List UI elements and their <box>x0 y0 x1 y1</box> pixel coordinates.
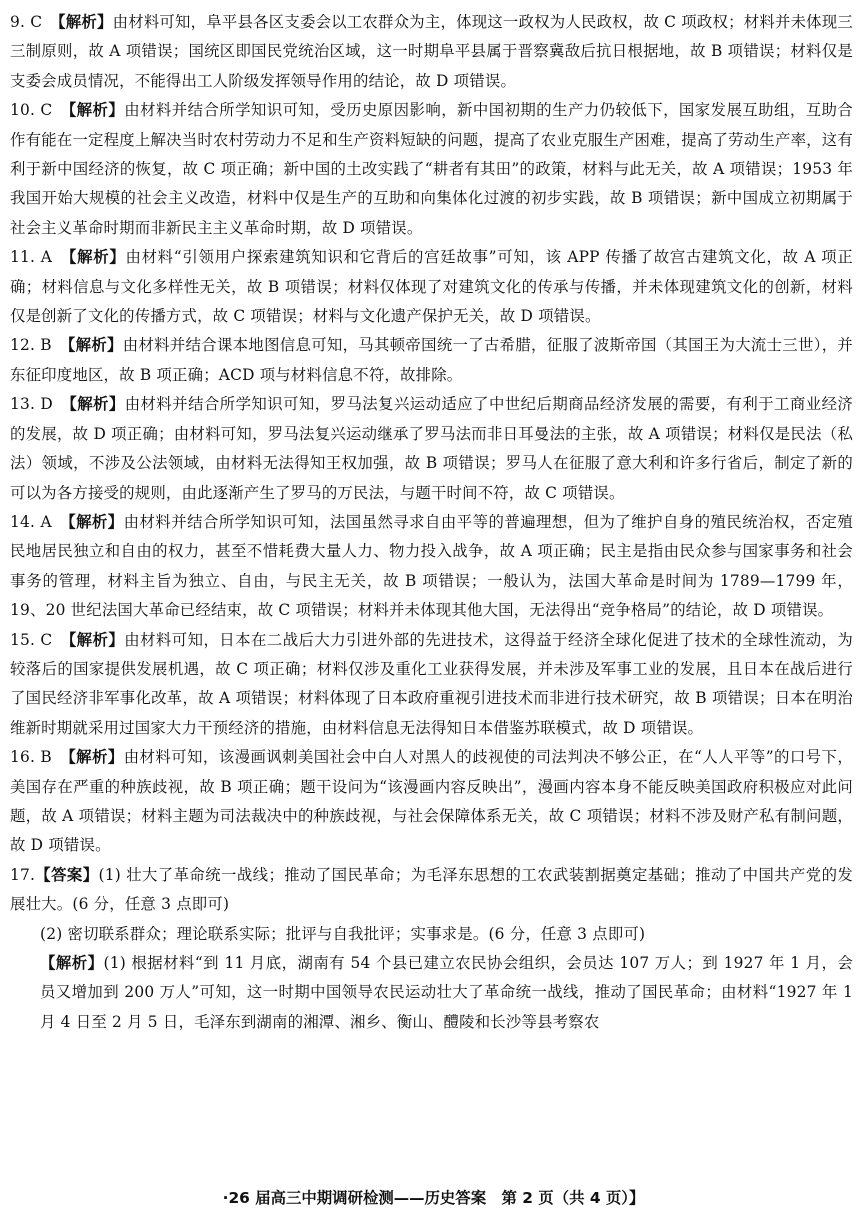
answer-item-17 <box>10 861 853 920</box>
analysis-text: 由材料可知，阜平县各区支委会以工农群众为主，体现这一政权为人民政权，故 C 项政权；材料并未体现三三制原则，故 A 项错误；国统区即国民党统治区域，这一时期阜平县属于晋察冀敌后抗日根据地，故 B 项错误；材料仅是支委会成员情况，不能得出工人阶级发挥领导作用的结论，故 D 项错误。 <box>10 13 853 90</box>
item-number: 14. A <box>10 512 52 531</box>
item-number: 17. <box>10 865 36 884</box>
answer-list <box>10 8 853 861</box>
item-number: 13. D <box>10 395 53 414</box>
answer-item-17-part2 <box>10 920 853 949</box>
answer-item-12 <box>10 331 853 390</box>
analysis-tag: 【解析】 <box>67 512 124 531</box>
answer-item-10 <box>10 96 853 243</box>
answer-item-17-analysis <box>10 949 853 1037</box>
analysis-tag: 【解析】 <box>40 954 104 972</box>
item-number: 12. B <box>10 336 52 355</box>
analysis-text: (1) 根据材料“到 11 月底，湖南有 54 个县已建立农民协会组织，会员达 107 万人；到 1927 年 1 月，会员又增加到 200 万人”可知，这一时期中国领导农民运动壮大了革命统一战线，推动了国民革命；由材料“1927 年 1 月 4 日至 2 月 5 日，毛泽东到湖南的湘潭、湘乡、衡山、醴陵和长沙等县考察农 <box>40 954 853 1031</box>
answer-item-14 <box>10 508 853 626</box>
answer-item-15 <box>10 626 853 744</box>
analysis-text: 由材料并结合所学知识可知，受历史原因影响，新中国初期的生产力仍较低下，国家发展互助组，互助合作有能在一定程度上解决当时农村劳动力不足和生产资料短缺的问题，提高了农业克服生产困难，提高了劳动生产率，这有利于新中国经济的恢复，故 C 项正确；新中国的土改实践了“耕者有其田”的政策，材料与此无关，故 A 项错误；1953 年我国开始大规模的社会主义改造，材料中仅是生产的互助和向集体化过渡的初步实践，故 B 项错误；新中国成立初期属于社会主义革命时期而非新民主主义革命时期，故 D 项错误。 <box>10 101 853 237</box>
analysis-text: 由材料并结合所学知识可知，罗马法复兴运动适应了中世纪后期商品经济发展的需要，有利于工商业经济的发展，故 D 项正确；由材料可知，罗马法复兴运动继承了罗马法而非日耳曼法的主张，故 A 项错误；材料仅是民法（私法）领域，不涉及公法领域，由材料无法得知王权加强，故 B 项错误；罗马人在征服了意大利和许多行省后，制定了新的可以为各方接受的规则，由此逐渐产生了罗马的万民法，与题干时间不符，故 C 项错误。 <box>10 395 854 502</box>
answer-item-13 <box>10 390 853 508</box>
answer-point-1: (1) 壮大了革命统一战线；推动了国民革命；为毛泽东思想的工农武装割据奠定基础；推动了中国共产党的发展壮大。(6 分，任意 3 点即可) <box>10 865 853 914</box>
analysis-tag: 【解析】 <box>68 630 125 649</box>
item-number: 10. C <box>10 101 53 120</box>
page-footer: ·26 届高三中期调研检测——历史答案 第 2 页（共 4 页）】 <box>222 1189 645 1207</box>
analysis-text: 由材料并结合课本地图信息可知，马其顿帝国统一了古希腊，征服了波斯帝国（其国王为大流士三世），并东征印度地区，故 B 项正确；ACD 项与材料信息不符，故排除。 <box>10 336 854 384</box>
answer-item-11 <box>10 243 853 331</box>
answer-item-9 <box>10 8 853 96</box>
analysis-tag: 【解析】 <box>68 248 126 267</box>
answer-item-16 <box>10 743 853 861</box>
analysis-tag: 【解析】 <box>57 13 113 31</box>
item-number: 9. C <box>10 13 43 31</box>
analysis-tag: 【解析】 <box>67 336 123 355</box>
analysis-tag: 【解析】 <box>68 101 125 120</box>
analysis-text: 由材料“引领用户探索建筑知识和它背后的宫廷故事”可知，该 APP 传播了故宫古建筑文化，故 A 项正确；材料信息与文化多样性无关，故 B 项错误；材料仅体现了对建筑文化的传承与传播，并未体现建筑文化的创新，材料仅是创新了文化的传播方式，故 C 项错误；材料与文化遗产保护无关，故 D 项错误。 <box>10 248 854 326</box>
analysis-text: 由材料可知，日本在二战后大力引进外部的先进技术，这得益于经济全球化促进了技术的全球性流动，为较落后的国家提供发展机遇，故 C 项正确；材料仅涉及重化工业获得发展，并未涉及军事工业的发展，且日本在战后进行了国民经济非军事化改革，故 A 项错误；材料体现了日本政府重视引进技术而非进行技术研究，故 B 项错误；日本在明治维新时期就采用过国家大力干预经济的措施，由材料信息无法得知日本借鉴苏联模式，故 D 项错误。 <box>10 630 853 737</box>
analysis-text: 由材料可知，该漫画讽刺美国社会中白人对黑人的歧视使的司法判决不够公正，在“人人平等”的口号下，美国存在严重的种族歧视，故 B 项正确；题干设问为“该漫画内容反映出”，漫画内容本身不能反映美国政府积极应对此问题，故 A 项错误；材料主题为司法裁决中的种族歧视，与社会保障体系无关，故 C 项错误；材料不涉及财产私有制问题，故 D 项错误。 <box>10 748 853 855</box>
analysis-tag: 【解析】 <box>69 395 125 414</box>
analysis-tag: 【解析】 <box>68 748 124 767</box>
answer-point-2: (2) 密切联系群众；理论联系实际；批评与自我批评；实事求是。(6 分，任意 3 点即可) <box>40 924 646 943</box>
item-number: 15. C <box>10 630 53 649</box>
item-number: 16. B <box>10 748 52 767</box>
analysis-text: 由材料并结合所学知识可知，法国虽然寻求自由平等的普遍理想，但为了维护自身的殖民统治权，否定殖民地居民独立和自由的权力，甚至不惜耗费大量人力、物力投入战争，故 A 项正确；民主是指由民众参与国家事务和社会事务的管理，材料主旨为独立、自由，与民主无关，故 B 项错误；一般认为，法国大革命是时间为 1789—1799 年，19、20 世纪法国大革命已经结束，故 C 项错误；材料并未体现其他大国，无法得出“竞争格局”的结论，故 D 项错误。 <box>10 512 854 620</box>
answer-tag: 【答案】 <box>35 865 99 884</box>
item-number: 11. A <box>10 248 53 267</box>
